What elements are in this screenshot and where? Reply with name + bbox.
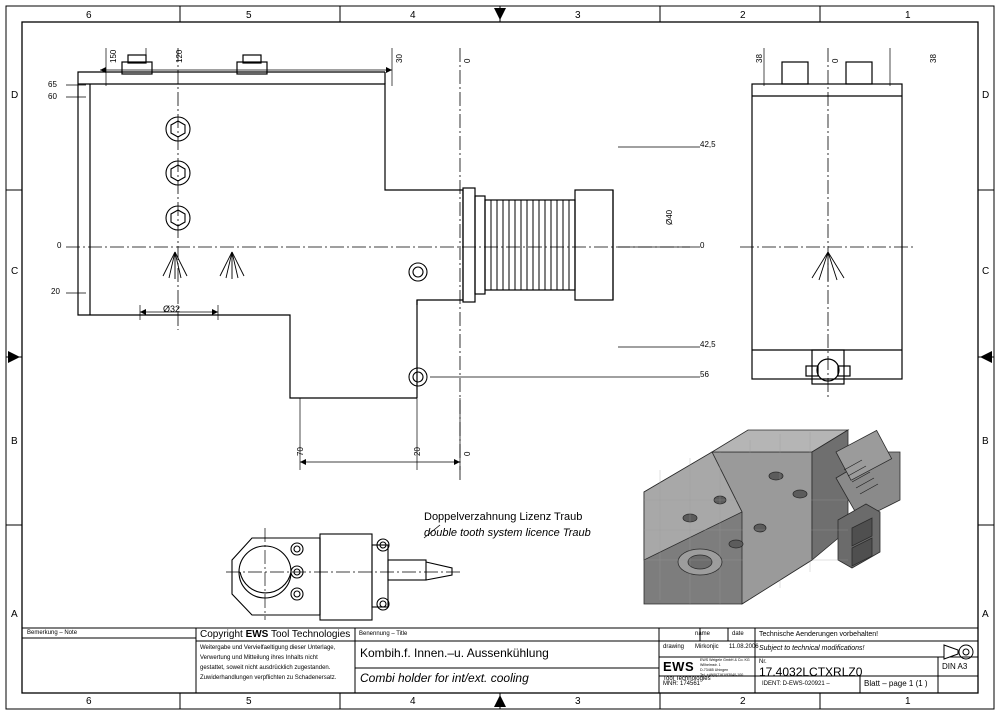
dim-0-right: 0 <box>700 241 705 250</box>
dim-diameter-32: Ø32 <box>163 304 181 314</box>
company-address-2: Wilhelmstr. 1 <box>700 663 721 667</box>
designation-en: Combi holder for int/ext. cooling <box>360 671 529 685</box>
zone-bottom-5: 5 <box>246 696 252 707</box>
dim-120: 120 <box>175 49 184 63</box>
mnr-label: MNR: 174561 <box>663 681 701 687</box>
dim-20-bottom: 20 <box>413 447 422 456</box>
dim-30: 30 <box>395 54 404 63</box>
company-address-1: EWS Weigele GmbH & Co. KG <box>700 658 750 662</box>
dim-70: 70 <box>296 447 305 456</box>
zone-top-4: 4 <box>410 10 416 21</box>
zone-bottom-2: 2 <box>740 696 746 707</box>
zone-right-B: B <box>982 436 989 447</box>
dim-0-left: 0 <box>57 241 62 250</box>
dim-20-left: 20 <box>51 287 60 296</box>
zone-left-D: D <box>11 90 19 101</box>
zone-top-2: 2 <box>740 10 746 21</box>
ident-label: IDENT: D-EWS-020921 – <box>762 681 830 687</box>
dim-56: 56 <box>700 370 709 379</box>
note-line-de: Doppelverzahnung Lizenz Traub <box>424 511 583 523</box>
dim-150: 150 <box>109 49 118 63</box>
sheet-label: Blatt – page 1 (1 ) <box>864 679 928 688</box>
drawn-by: Mirkonjic <box>695 644 719 650</box>
copyright-title: Copyright EWS Tool Technologies <box>200 629 351 640</box>
zone-bottom-4: 4 <box>410 696 416 707</box>
dim-0-center: 0 <box>831 58 840 63</box>
sheet-format: DIN A3 <box>942 662 968 671</box>
copyright-line-4: Zuwiderhandlungen verpflichten zu Schadenersatz. <box>200 675 337 681</box>
company-sub: Tool Technologies <box>663 676 711 682</box>
remark-label: Bemerkung – Note <box>27 630 78 636</box>
drawn-date: 11.08.2006 <box>729 644 759 650</box>
company-name: EWS <box>663 659 695 674</box>
zone-top-6: 6 <box>86 10 92 21</box>
dim-38-left: 38 <box>755 54 764 63</box>
zone-bottom-6: 6 <box>86 696 92 707</box>
designation-label: Benennung – Title <box>359 631 408 637</box>
name-label: name <box>695 631 711 637</box>
copyright-line-2: Verwertung und Mitteilung ihres Inhalts nicht <box>200 655 318 661</box>
dim-38-right: 38 <box>929 54 938 63</box>
dim-60: 60 <box>48 92 57 101</box>
zone-left-B: B <box>11 436 18 447</box>
copyright-line-1: Weitergabe und Vervielfaeltigung dieser Unterlage, <box>200 645 336 651</box>
note-line-en: double tooth system licence Traub <box>424 527 591 539</box>
zone-left-A: A <box>11 609 18 620</box>
nr-label: Nr. <box>759 659 767 665</box>
company-address-3: D-73485 Uhingen <box>700 668 729 672</box>
zone-left-C: C <box>11 266 19 277</box>
part-number: 17.4032LCTXRLZ0 <box>759 665 863 679</box>
dim-0-bottom: 0 <box>463 451 472 456</box>
copyright-line-3: gestattet, soweit nicht ausdrücklich zugestanden. <box>200 665 331 671</box>
modifications-de: Technische Aenderungen vorbehalten! <box>759 631 879 638</box>
zone-right-A: A <box>982 609 989 620</box>
date-label: date <box>732 631 744 637</box>
designation-de: Kombih.f. Innen.–u. Aussenkühlung <box>360 646 549 660</box>
dim-42-5-bottom: 42,5 <box>700 340 716 349</box>
dim-0-top: 0 <box>463 58 472 63</box>
zone-bottom-3: 3 <box>575 696 581 707</box>
zone-right-D: D <box>982 90 990 101</box>
dim-65: 65 <box>48 80 57 89</box>
zone-top-5: 5 <box>246 10 252 21</box>
modifications-en: Subject to technical modifications! <box>759 645 865 652</box>
drawing-label: drawing <box>663 644 685 650</box>
dim-42-5-top: 42,5 <box>700 140 716 149</box>
zone-top-3: 3 <box>575 10 581 21</box>
dim-diameter-40: Ø40 <box>665 209 674 225</box>
zone-top-1: 1 <box>905 10 911 21</box>
zone-bottom-1: 1 <box>905 696 911 707</box>
zone-right-C: C <box>982 266 990 277</box>
company-address-4: Tel. +49(0)7161/93040-100 <box>700 673 744 677</box>
